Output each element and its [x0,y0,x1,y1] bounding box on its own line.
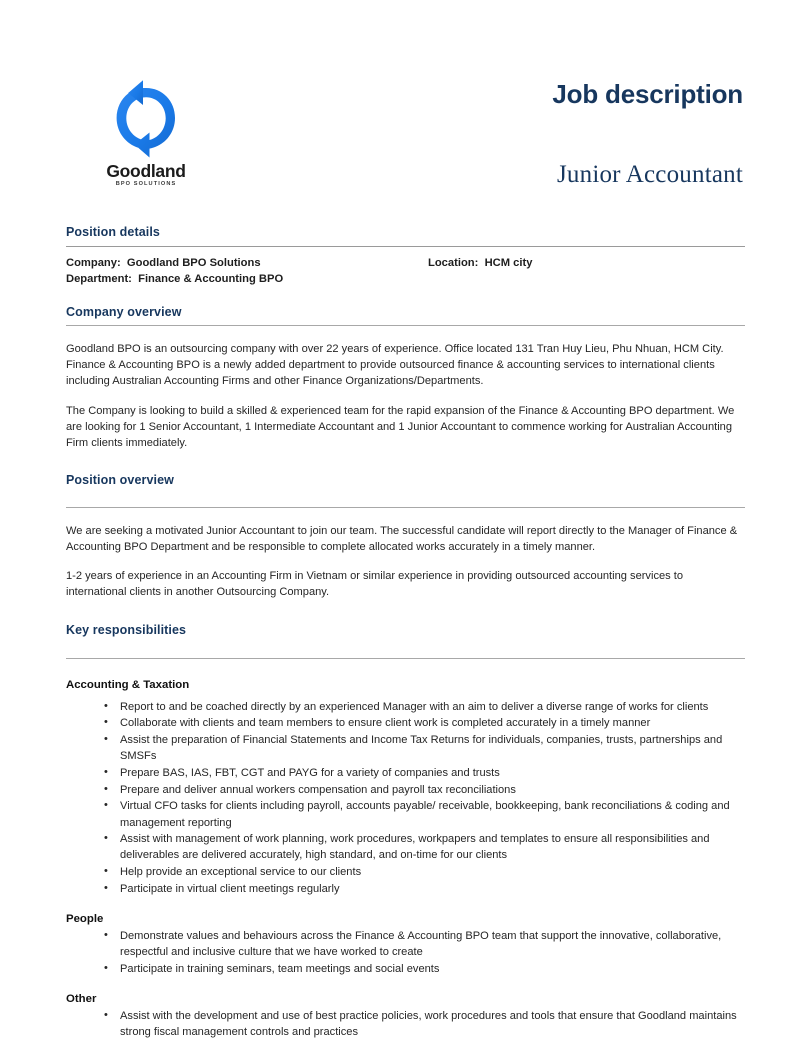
list-item: • Collaborate with clients and team members to ensure client work is completed accurately in a timely manner [66,715,745,731]
section-heading-position-overview: Position overview [66,472,174,487]
list-item: • Demonstrate values and behaviours across the Finance & Accounting BPO team that support the innovative, collaborative, respectful and inclusive culture that we have worked to create [66,928,745,960]
list-item: • Participate in virtual client meetings regularly [66,881,745,897]
paragraph: 1-2 years of experience in an Accounting Firm in Vietnam or similar experience in providing outsourced accounting services to international clients in another Outsourcing Company. [66,570,684,599]
department-label: Department: [66,272,132,285]
section-key-responsibilities [66,623,745,1040]
header-titles [323,80,743,188]
list-item: • Virtual CFO tasks for clients including payroll, accounts payable/ receivable, bookkeeping, bank reconciliations & coding and management reporting [66,798,745,830]
company-logo [92,78,200,187]
position-overview-paragraphs [66,523,745,601]
group-subheading: Other [66,993,97,1006]
section-heading-position-details: Position details [66,225,160,239]
list-item: • Help provide an exceptional service to our clients [66,864,745,880]
goodland-swirl-logo-icon [110,78,182,160]
document-header [0,0,791,205]
detail-cell-department [66,272,428,288]
company-label: Company: [66,257,121,269]
section-position-details [66,225,745,288]
section-divider [66,658,745,659]
section-position-overview [66,473,745,601]
position-details-table [66,256,745,288]
list-item: • Prepare BAS, IAS, FBT, CGT and PAYG for a variety of companies and trusts [66,765,745,781]
page-title: Job description [552,79,743,109]
company-overview-paragraphs [66,341,745,452]
section-divider [66,507,745,508]
detail-cell-location [428,256,532,272]
page-subtitle: Junior Accountant [556,160,743,188]
responsibility-list [66,699,745,897]
detail-cell-company [66,256,428,272]
paragraph: Goodland BPO is an outsourcing company with over 22 years of experience. Office located 131 Tran Huy Lieu, Phu Nhuan, HCM City. Finance & Accounting BPO is a newly added department to provide outsourced finance & accounting services to international clients including Australian Accounting Firms and other Finance Organizations/Departments. [66,342,724,388]
responsibility-list [66,928,745,977]
detail-row-department [66,272,745,288]
document-body [0,225,791,1040]
location-value: HCM city [484,257,533,269]
detail-row-company-location [66,256,745,272]
list-item: • Assist with the development and use of best practice policies, work procedures and tools that ensure that Goodland maintains strong fiscal management controls and practices [66,1008,745,1040]
company-value: Goodland BPO Solutions [126,257,261,269]
responsibility-group [66,913,745,977]
logo-tagline: BPO SOLUTIONS [115,181,177,188]
responsibility-group [66,679,745,897]
section-company-overview [66,305,745,452]
paragraph: The Company is looking to build a skilled & experienced team for the rapid expansion of the Finance & Accounting BPO department. We are looking for 1 Senior Accountant, 1 Intermediate Accountant and 1 Junior Accountant to commence working for Australian Accounting Firm clients immediately. [66,404,735,450]
list-item: • Assist with management of work planning, work procedures, workpapers and templates to ensure all responsibilities and deliverables are delivered accurately, high standard, and on-time for our clients [66,831,745,863]
group-subheading: People [66,913,104,926]
group-subheading: Accounting & Taxation [66,678,190,691]
list-item: • Prepare and deliver annual workers compensation and payroll tax reconciliations [66,782,745,798]
department-value: Finance & Accounting BPO [138,272,284,285]
logo-wordmark: Goodland [106,161,186,181]
section-heading-company-overview: Company overview [66,304,182,319]
section-divider [66,325,745,326]
location-label: Location: [428,257,479,269]
list-item: • Assist the preparation of Financial Statements and Income Tax Returns for individuals, companies, trusts, partnerships and SMSFs [66,732,745,764]
section-heading-key-responsibilities: Key responsibilities [66,622,187,637]
list-item: • Participate in training seminars, team meetings and social events [66,961,745,977]
paragraph: We are seeking a motivated Junior Accountant to join our team. The successful candidate will report directly to the Manager of Finance & Accounting BPO Department and be responsible to complete allocated works accurately in a timely manner. [66,524,738,553]
list-item: • Report to and be coached directly by an experienced Manager with an aim to deliver a diverse range of works for clients [66,699,745,715]
responsibility-list [66,1008,745,1040]
responsibility-group [66,993,745,1040]
section-divider [66,246,745,247]
